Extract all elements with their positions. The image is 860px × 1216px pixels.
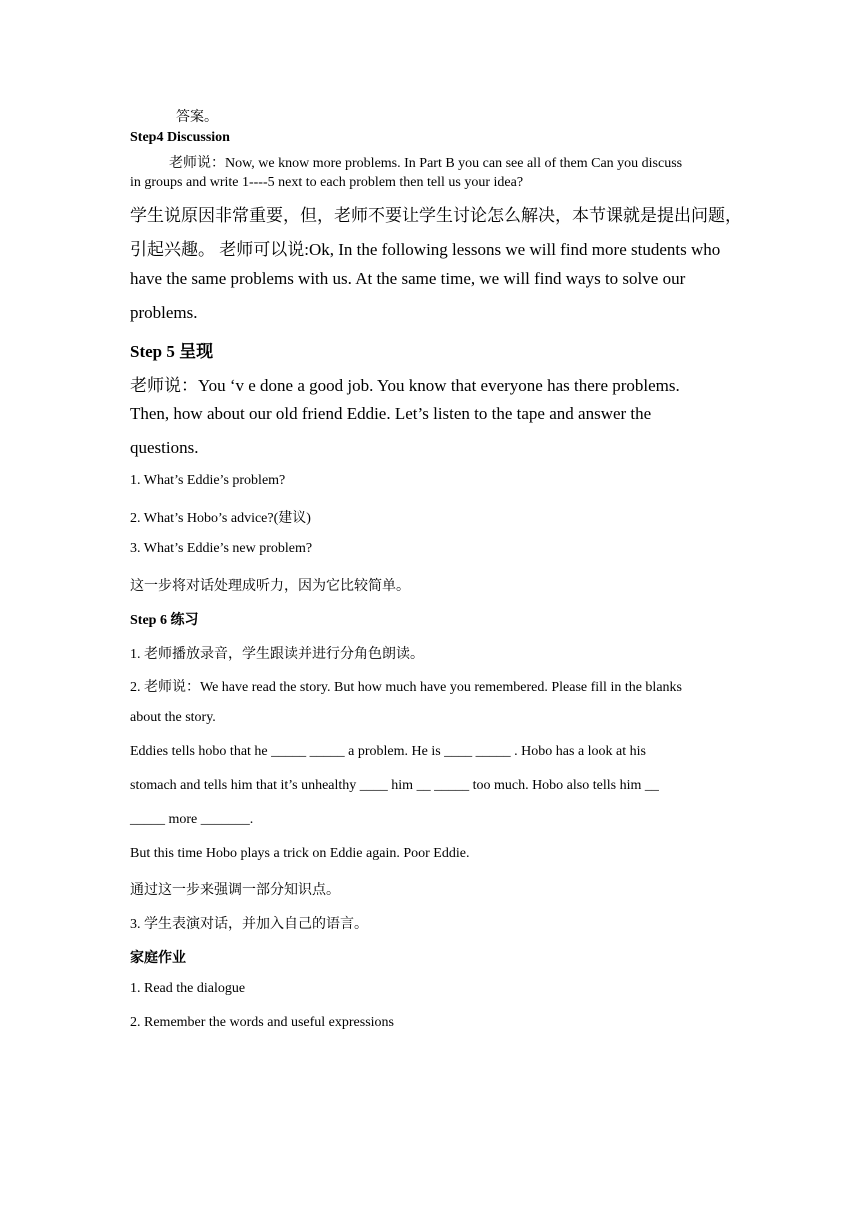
fill-blank-line-2: stomach and tells him that it’s unhealthy ____ him __ _____ too much. Hobo also tells him __: [130, 778, 659, 793]
step5-teacher-line-2: Then, how about our old friend Eddie. Let’s listen to the tape and answer the: [130, 404, 652, 423]
step4-heading: Step4 Discussion: [130, 130, 230, 145]
step5-teacher-line-3: questions.: [130, 438, 199, 457]
homework-heading: 家庭作业: [130, 951, 186, 966]
fill-blank-line-3: _____ more _______.: [130, 812, 254, 827]
step5-heading: Step 5 呈现: [130, 342, 214, 361]
step6-item-1: 1. 老师播放录音，学生跟读并进行分角色朗读。: [130, 647, 424, 662]
step4-note-line-4: problems.: [130, 303, 198, 322]
step5-question-2: 2. What’s Hobo’s advice?(建议): [130, 511, 311, 526]
step5-question-1: 1. What’s Eddie’s problem?: [130, 473, 286, 488]
step6-note: 通过这一步来强调一部分知识点。: [130, 883, 340, 898]
story-end-text: But this time Hobo plays a trick on Eddie again. Poor Eddie.: [130, 846, 470, 861]
step5-teacher-line-1: 老师说：You ‘v e done a good job. You know that everyone has there problems.: [130, 376, 680, 395]
step4-teacher-line-2: in groups and write 1----5 next to each problem then tell us your idea?: [130, 175, 524, 190]
step4-note-line-1: 学生说原因非常重要，但，老师不要让学生讨论怎么解决，本节课就是提出问题，: [130, 206, 742, 225]
step4-note-line-3: have the same problems with us. At the same time, we will find ways to solve our: [130, 269, 686, 288]
step6-item-2-line-1: 2. 老师说：We have read the story. But how much have you remembered. Please fill in the blanks: [130, 680, 682, 695]
step5-question-3: 3. What’s Eddie’s new problem?: [130, 541, 313, 556]
answer-text: 答案。: [176, 110, 218, 125]
step4-note-line-2: 引起兴趣。 老师可以说:Ok, In the following lessons we will find more students who: [130, 240, 721, 259]
step5-note: 这一步将对话处理成听力，因为它比较简单。: [130, 579, 410, 594]
homework-item-1: 1. Read the dialogue: [130, 981, 246, 996]
fill-blank-line-1: Eddies tells hobo that he _____ _____ a problem. He is ____ _____ . Hobo has a look at his: [130, 744, 646, 759]
step6-heading: Step 6 练习: [130, 613, 199, 628]
step6-item-2-line-2: about the story.: [130, 710, 216, 725]
step4-teacher-line-1: 老师说：Now, we know more problems. In Part B you can see all of them Can you discuss: [169, 156, 683, 171]
step6-item-3: 3. 学生表演对话，并加入自己的语言。: [130, 917, 368, 932]
homework-item-2: 2. Remember the words and useful expressions: [130, 1015, 394, 1030]
